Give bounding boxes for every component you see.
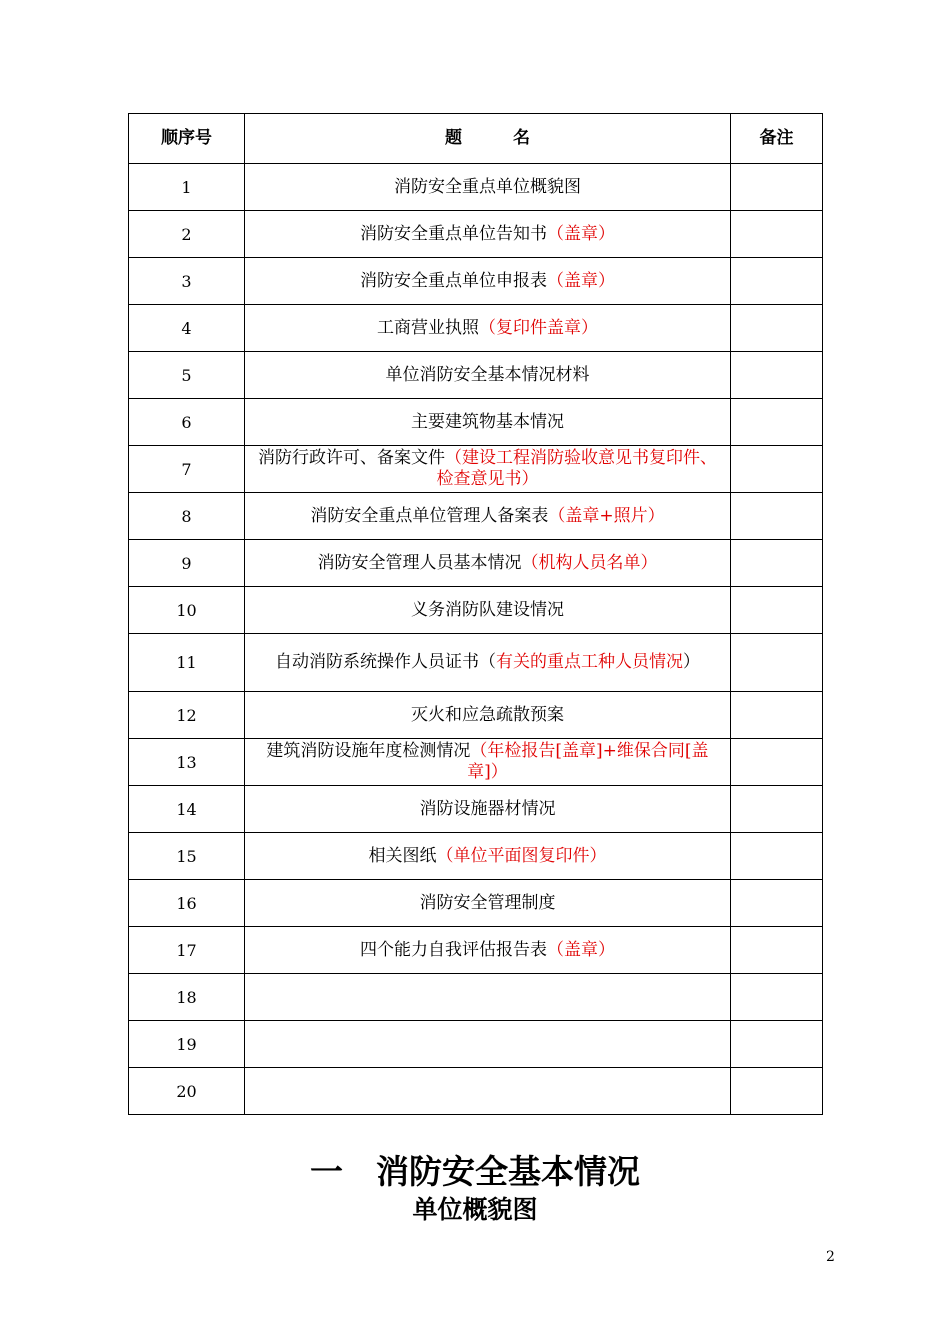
row-title-cell <box>245 493 731 540</box>
row-remark <box>731 352 823 399</box>
row-title: 消防安全管理人员基本情况 <box>317 552 522 573</box>
row-title: 单位消防安全基本情况材料 <box>385 364 590 385</box>
row-title: 消防安全管理制度 <box>419 892 556 913</box>
table-row <box>129 927 823 974</box>
row-number: 1 <box>129 164 245 211</box>
row-title-cell <box>245 1068 731 1115</box>
row-number: 17 <box>129 927 245 974</box>
table-header-row <box>129 114 823 164</box>
row-title-cell <box>245 692 731 739</box>
table-row <box>129 634 823 692</box>
table-row <box>129 164 823 211</box>
row-title: 消防安全重点单位申报表 <box>360 270 547 291</box>
table-row <box>129 1068 823 1115</box>
table-row <box>129 399 823 446</box>
row-remark <box>731 1021 823 1068</box>
row-title-cell <box>245 833 731 880</box>
table-row <box>129 305 823 352</box>
table-row <box>129 446 823 493</box>
row-title-cell <box>245 974 731 1021</box>
row-remark <box>731 493 823 540</box>
table-row <box>129 211 823 258</box>
row-title-cell <box>245 1021 731 1068</box>
row-note: （年检报告[盖章]+维保合同[盖章]） <box>467 741 709 782</box>
table-row <box>129 833 823 880</box>
table-row <box>129 258 823 305</box>
header-title: 题 名 <box>245 114 731 164</box>
row-number: 15 <box>129 833 245 880</box>
table-row <box>129 692 823 739</box>
row-title-cell <box>245 164 731 211</box>
row-title-cell <box>245 786 731 833</box>
row-note: （盖章+照片） <box>548 505 665 526</box>
row-remark <box>731 399 823 446</box>
row-title: 消防安全重点单位概貌图 <box>394 176 581 197</box>
row-title-cell <box>245 634 731 692</box>
row-title-cell <box>245 739 731 786</box>
header-num: 顺序号 <box>129 114 245 164</box>
row-note: （单位平面图复印件） <box>436 845 607 866</box>
row-remark <box>731 833 823 880</box>
row-title-cell <box>245 587 731 634</box>
row-remark <box>731 739 823 786</box>
row-number: 10 <box>129 587 245 634</box>
row-remark <box>731 786 823 833</box>
row-number: 16 <box>129 880 245 927</box>
sub-title: 单位概貌图 <box>412 1195 538 1224</box>
row-note: （盖章） <box>547 270 615 291</box>
row-title-cell <box>245 880 731 927</box>
row-number: 4 <box>129 305 245 352</box>
row-number: 13 <box>129 739 245 786</box>
row-number: 8 <box>129 493 245 540</box>
row-number: 7 <box>129 446 245 493</box>
row-number: 9 <box>129 540 245 587</box>
row-remark <box>731 305 823 352</box>
row-number: 20 <box>129 1068 245 1115</box>
row-number: 5 <box>129 352 245 399</box>
table-row <box>129 739 823 786</box>
row-number: 2 <box>129 211 245 258</box>
catalog-table <box>128 113 823 1115</box>
row-remark <box>731 164 823 211</box>
row-title: 相关图纸 <box>368 845 437 866</box>
row-title-cell <box>245 352 731 399</box>
row-title: 消防安全重点单位管理人备案表 <box>310 505 549 526</box>
row-title-cell <box>245 399 731 446</box>
row-remark <box>731 634 823 692</box>
row-title-cell <box>245 446 731 493</box>
row-number: 18 <box>129 974 245 1021</box>
row-title-cell <box>245 927 731 974</box>
row-title-cell <box>245 540 731 587</box>
row-title: 灭火和应急疏散预案 <box>411 704 564 725</box>
row-number: 12 <box>129 692 245 739</box>
row-title-cell <box>245 258 731 305</box>
row-remark <box>731 1068 823 1115</box>
row-number: 14 <box>129 786 245 833</box>
section-title: 一 消防安全基本情况 <box>310 1152 640 1191</box>
table-row <box>129 587 823 634</box>
row-title: 消防行政许可、备案文件 <box>258 448 445 468</box>
row-remark <box>731 211 823 258</box>
row-remark <box>731 927 823 974</box>
header-remark: 备注 <box>731 114 823 164</box>
table-row <box>129 786 823 833</box>
row-note: （复印件盖章） <box>479 317 598 338</box>
row-remark <box>731 540 823 587</box>
row-note: （盖章） <box>547 223 615 244</box>
table-row <box>129 974 823 1021</box>
row-title: 主要建筑物基本情况 <box>411 411 564 432</box>
row-number: 11 <box>129 634 245 692</box>
row-remark <box>731 974 823 1021</box>
row-note: （建设工程消防验收意见书复印件、检查意见书） <box>436 448 717 489</box>
table-row <box>129 493 823 540</box>
row-number: 3 <box>129 258 245 305</box>
table-row <box>129 540 823 587</box>
row-title: 消防安全重点单位告知书 <box>360 223 547 244</box>
row-title: 工商营业执照 <box>377 317 479 338</box>
row-number: 6 <box>129 399 245 446</box>
row-remark <box>731 587 823 634</box>
row-title: 建筑消防设施年度检测情况 <box>266 741 471 761</box>
row-note: 有关的重点工种人员情况 <box>496 652 683 672</box>
row-title: 自动消防系统操作人员证书（ <box>275 652 496 672</box>
row-remark <box>731 258 823 305</box>
page-number: 2 <box>826 1249 835 1265</box>
row-note: （盖章） <box>547 939 615 960</box>
row-title: 四个能力自我评估报告表 <box>360 939 547 960</box>
table-row <box>129 880 823 927</box>
row-title: 消防设施器材情况 <box>419 798 556 819</box>
table-row <box>129 1021 823 1068</box>
row-title-tail: ） <box>683 652 700 672</box>
row-number: 19 <box>129 1021 245 1068</box>
row-title-cell <box>245 211 731 258</box>
row-remark <box>731 880 823 927</box>
table-row <box>129 352 823 399</box>
row-title: 义务消防队建设情况 <box>411 599 564 620</box>
row-note: （机构人员名单） <box>521 552 658 573</box>
row-remark <box>731 446 823 493</box>
row-remark <box>731 692 823 739</box>
row-title-cell <box>245 305 731 352</box>
